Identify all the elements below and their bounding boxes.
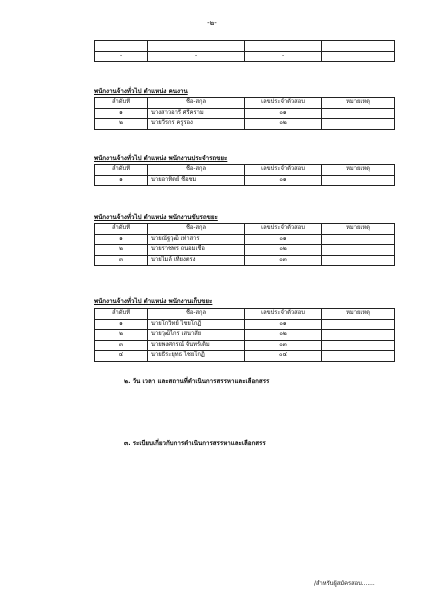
candidate-table-1 bbox=[94, 40, 395, 62]
cell-exam-id: ๐๒ bbox=[245, 245, 322, 256]
col-remark-header bbox=[322, 41, 395, 52]
cell-order: ๑ bbox=[95, 234, 148, 245]
cell-order: ๑ bbox=[95, 108, 148, 119]
cell-order: ๒ bbox=[95, 330, 148, 341]
cell-name: นายอาทิตย์ ชื่อชม bbox=[148, 175, 245, 186]
cell-name: นายราชพร ถนอมเชื้อ bbox=[148, 245, 245, 256]
section-3-heading: ๓. ระเบียบเกี่ยวกับการดำเนินการสรรหาและเลือกสรร bbox=[124, 440, 266, 447]
cell-exam-id: ๐๔ bbox=[245, 351, 322, 362]
table-header-row bbox=[95, 41, 395, 52]
cell-name: นายวุฒิไกร เสนาสัย bbox=[148, 330, 245, 341]
cell-remark bbox=[322, 340, 395, 351]
cell-order: - bbox=[95, 51, 148, 62]
cell-order: ๒ bbox=[95, 245, 148, 256]
cell-remark bbox=[322, 319, 395, 330]
cell-exam-id: ๐๒ bbox=[245, 330, 322, 341]
table-row bbox=[95, 319, 395, 330]
cell-order: ๔ bbox=[95, 351, 148, 362]
col-remark-header: หมายเหตุ bbox=[322, 98, 395, 109]
cell-exam-id: ๐๑ bbox=[245, 108, 322, 119]
section-heading-laborer: พนักงานจ้างทั่วไป ตำแหน่ง คนงาน bbox=[94, 88, 188, 95]
table-row bbox=[95, 175, 395, 186]
col-order-header bbox=[95, 41, 148, 52]
table-row bbox=[95, 119, 395, 130]
col-id-header: เลขประจำตัวสอบ bbox=[245, 98, 322, 109]
col-name-header: ชื่อ-สกุล bbox=[148, 224, 245, 235]
col-order-header: ลำดับที่ bbox=[95, 224, 148, 235]
col-id-header: เลขประจำตัวสอบ bbox=[245, 224, 322, 235]
cell-remark bbox=[322, 351, 395, 362]
table-row bbox=[95, 255, 395, 266]
table-row bbox=[95, 108, 395, 119]
table-row bbox=[95, 234, 395, 245]
cell-remark bbox=[322, 119, 395, 130]
col-remark-header: หมายเหตุ bbox=[322, 309, 395, 320]
section-heading-garbage-truck-crew: พนักงานจ้างทั่วไป ตำแหน่ง พนักงานประจำรถขยะ bbox=[94, 155, 228, 162]
col-order-header: ลำดับที่ bbox=[95, 165, 148, 176]
table-row bbox=[95, 51, 395, 62]
col-id-header: เลขประจำตัวสอบ bbox=[245, 309, 322, 320]
col-name-header: ชื่อ-สกุล bbox=[148, 165, 245, 176]
cell-exam-id: ๐๑ bbox=[245, 234, 322, 245]
candidate-table-laborer bbox=[94, 97, 395, 130]
cell-exam-id: - bbox=[245, 51, 322, 62]
section-heading-garbage-collector: พนักงานจ้างทั่วไป ตำแหน่ง พนักงานเก็บขยะ bbox=[94, 298, 213, 305]
cell-exam-id: ๐๓ bbox=[245, 340, 322, 351]
table-row bbox=[95, 330, 395, 341]
table-header-row bbox=[95, 224, 395, 235]
col-id-header: เลขประจำตัวสอบ bbox=[245, 165, 322, 176]
cell-remark bbox=[322, 108, 395, 119]
col-name-header bbox=[148, 41, 245, 52]
cell-name: นายวีรกร ครูรอง bbox=[148, 119, 245, 130]
cell-name: นายพงศกรณ์ จันทร์เติม bbox=[148, 340, 245, 351]
cell-name: นายธีระยุทธ ไชยโกฏิ bbox=[148, 351, 245, 362]
continuation-note: /สำหรับผู้สมัครสอบ....... bbox=[314, 581, 375, 587]
col-name-header: ชื่อ-สกุล bbox=[148, 98, 245, 109]
cell-exam-id: ๐๒ bbox=[245, 119, 322, 130]
candidate-table-garbage-truck-driver bbox=[94, 223, 395, 266]
cell-name: นายณัฐวุฒิ เท่าสาร bbox=[148, 234, 245, 245]
cell-remark bbox=[322, 51, 395, 62]
cell-order: ๓ bbox=[95, 340, 148, 351]
table-header-row bbox=[95, 165, 395, 176]
table-row bbox=[95, 351, 395, 362]
cell-remark bbox=[322, 245, 395, 256]
cell-exam-id: ๐๓ bbox=[245, 255, 322, 266]
cell-order: ๒ bbox=[95, 119, 148, 130]
cell-order: ๓ bbox=[95, 255, 148, 266]
table-row bbox=[95, 245, 395, 256]
cell-order: ๑ bbox=[95, 319, 148, 330]
col-name-header: ชื่อ-สกุล bbox=[148, 309, 245, 320]
col-remark-header: หมายเหตุ bbox=[322, 224, 395, 235]
candidate-table-garbage-collector bbox=[94, 308, 395, 362]
col-order-header: ลำดับที่ bbox=[95, 309, 148, 320]
col-remark-header: หมายเหตุ bbox=[322, 165, 395, 176]
cell-remark bbox=[322, 234, 395, 245]
section-heading-garbage-truck-driver: พนักงานจ้างทั่วไป ตำแหน่ง พนักงานขับรถขยะ bbox=[94, 214, 218, 221]
cell-exam-id: ๐๑ bbox=[245, 319, 322, 330]
cell-name: - bbox=[148, 51, 245, 62]
cell-exam-id: ๐๑ bbox=[245, 175, 322, 186]
candidate-table-garbage-truck-crew bbox=[94, 164, 395, 186]
cell-remark bbox=[322, 175, 395, 186]
cell-name: นายโกวิทย์ ไชยโกฏิ bbox=[148, 319, 245, 330]
page-number: -๒- bbox=[207, 19, 217, 27]
cell-name: นางสาวอารี ศรีคราม bbox=[148, 108, 245, 119]
cell-name: นายไมล์ เที่ยงตรง bbox=[148, 255, 245, 266]
table-header-row bbox=[95, 309, 395, 320]
cell-remark bbox=[322, 330, 395, 341]
table-row bbox=[95, 340, 395, 351]
table-header-row bbox=[95, 98, 395, 109]
cell-remark bbox=[322, 255, 395, 266]
cell-order: ๑ bbox=[95, 175, 148, 186]
col-id-header bbox=[245, 41, 322, 52]
section-2-heading: ๒. วัน เวลา และสถานที่ดำเนินการสรรหาและเลือกสรร bbox=[124, 378, 270, 385]
col-order-header: ลำดับที่ bbox=[95, 98, 148, 109]
